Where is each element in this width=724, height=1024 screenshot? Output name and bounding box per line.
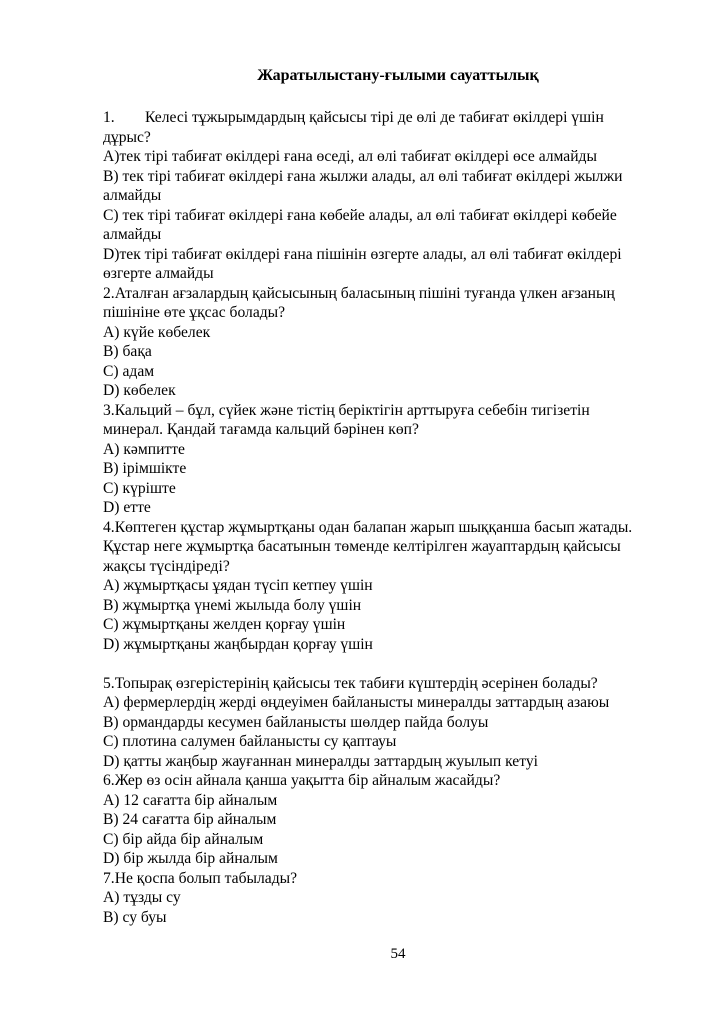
question-1-number: 1. xyxy=(103,109,115,126)
question-7-text: 7.Не қоспа болып табылады? xyxy=(103,869,298,887)
question-5-text: 5.Топырақ өзгерістерінің қайсысы тек табиғи күштердің әсерінен болады? xyxy=(103,674,598,692)
option-d: D)тек тірі табиғат өкілдері ғана пішінін өзгерте алады, ал өлі табиғат өкілдері xyxy=(103,245,622,263)
option-b: B) ормандарды кесумен байланысты шөлдер пайда болуы xyxy=(103,713,489,731)
option-a: A) кәмпитте xyxy=(103,440,185,458)
question-2-text-continued: пішініне өте ұқсас болады? xyxy=(103,304,286,321)
page-title: Жаратылыстану-ғылыми сауаттылық xyxy=(257,67,539,84)
question-2 xyxy=(103,284,683,401)
question-5 xyxy=(103,674,683,772)
question-1 xyxy=(103,108,683,284)
option-a: A) күйе көбелек xyxy=(103,323,211,341)
option-a: A) фермерлердің жерді өңдеуімен байланысты минералды заттардың азаюы xyxy=(103,694,610,711)
question-4-text-continued: Құстар неге жұмыртқа басатынын төменде келтірілген жауаптардың қайсысы xyxy=(103,538,621,555)
option-c: C) плотина салумен байланысты су қаптауы xyxy=(103,733,397,750)
option-c: C) бір айда бір айналым xyxy=(103,830,264,848)
question-3-text: 3.Кальций – бұл, сүйек және тістің беріктігін арттыруға себебін тигізетін xyxy=(103,401,590,419)
question-1-text-line xyxy=(103,108,683,128)
question-4-text-continued: жақсы түсіндіреді? xyxy=(103,557,230,575)
option-d: D) қатты жаңбыр жауғаннан минералды заттардың жуылып кетуі xyxy=(103,752,538,770)
option-b: B) су буы xyxy=(103,908,167,926)
option-d: D) көбелек xyxy=(103,382,176,399)
option-b-continued: алмайды xyxy=(103,187,162,204)
option-a: A) 12 сағатта бір айналым xyxy=(103,791,278,809)
option-c-continued: алмайды xyxy=(103,226,162,243)
option-d: D) жұмыртқаны жаңбырдан қорғау үшін xyxy=(103,635,373,653)
option-b: B) ірімшікте xyxy=(103,460,187,477)
option-b: B) тек тірі табиғат өкілдері ғана жылжи алады, ал өлі табиғат өкілдері жылжи xyxy=(103,167,623,185)
question-7 xyxy=(103,869,683,928)
question-6-text: 6.Жер өз осін айнала қанша уақытта бір айналым жасайды? xyxy=(103,772,501,789)
question-3-text-continued: минерал. Қандай тағамда кальций бәрінен көп? xyxy=(103,421,419,438)
option-b: B) 24 сағатта бір айналым xyxy=(103,811,277,828)
option-d-continued: өзгерте алмайды xyxy=(103,265,214,282)
option-b: B) жұмыртқа үнемі жылыда болу үшін xyxy=(103,596,362,614)
option-b: B) бақа xyxy=(103,343,152,360)
question-1-text: Келесі тұжырымдардың қайсысы тірі де өлі де табиғат өкілдері үшін xyxy=(145,109,604,126)
option-c: C) адам xyxy=(103,362,155,380)
page-number: 54 xyxy=(390,946,406,962)
option-a: A) тұзды су xyxy=(103,889,181,906)
option-c: C) тек тірі табиғат өкілдері ғана көбейе алады, ал өлі табиғат өкілдері көбейе xyxy=(103,206,617,224)
question-4-text: 4.Көптеген құстар жұмыртқаны одан балапан жарып шыққанша басып жатады. xyxy=(103,518,633,536)
option-a: A)тек тірі табиғат өкілдері ғана өседі, ал өлі табиғат өкілдері өсе алмайды xyxy=(103,148,597,165)
question-6 xyxy=(103,771,683,869)
question-1-text-continued: дұрыс? xyxy=(103,128,151,146)
option-d: D) бір жылда бір айналым xyxy=(103,850,278,867)
question-2-text: 2.Аталған ағзалардың қайсысының баласының пішіні туғанда үлкен ағзаның xyxy=(103,284,615,302)
question-4 xyxy=(103,518,683,655)
option-d: D) етте xyxy=(103,499,151,516)
option-c: C) жұмыртқаны желден қорғау үшін xyxy=(103,616,346,633)
question-3 xyxy=(103,401,683,518)
question-list xyxy=(103,108,683,927)
option-c: C) күріште xyxy=(103,479,176,497)
option-a: A) жұмыртқасы ұядан түсіп кетпеу үшін xyxy=(103,577,373,594)
blank-line xyxy=(103,654,683,674)
